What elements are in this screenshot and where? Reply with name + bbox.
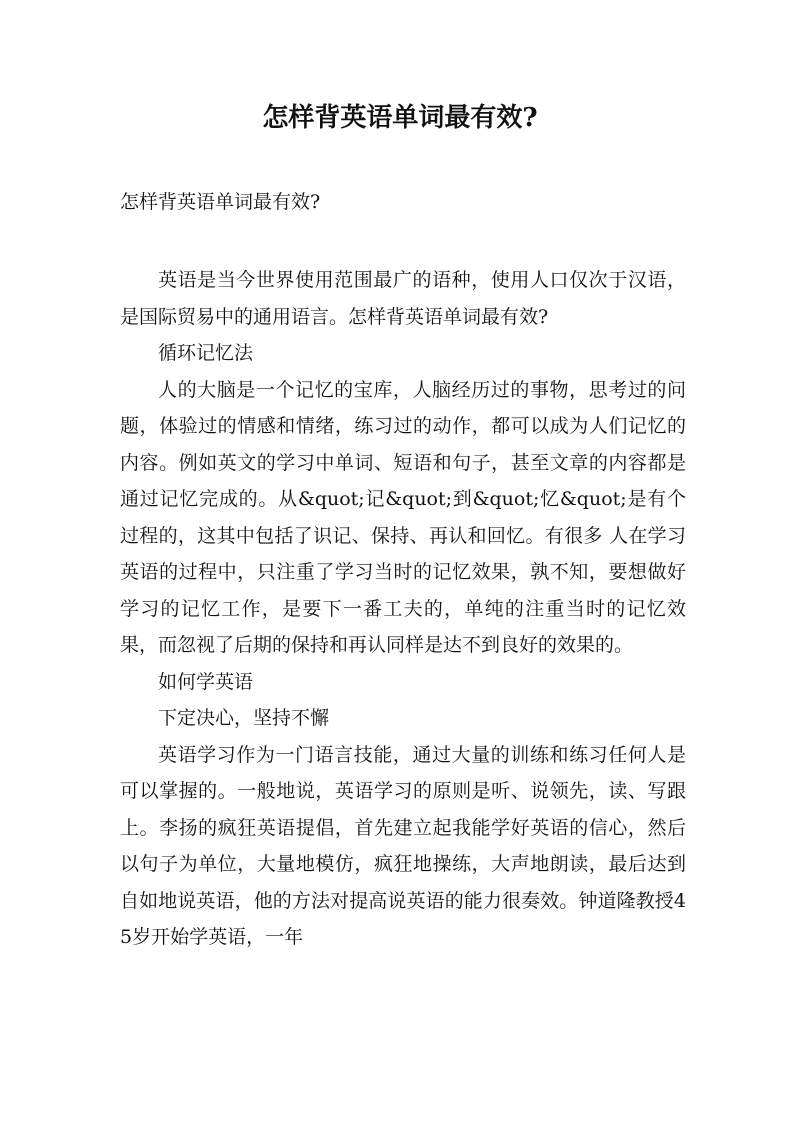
document-subtitle: 怎样背英语单词最有效? [120,191,321,213]
section-heading-determination: 下定决心，坚持不懈 [158,707,330,729]
section-heading-how-to-learn: 如何学英语 [158,670,254,693]
paragraph-language-skill: 英语学习作为一门语言技能，通过大量的训练和练习任何人是可以掌握的。一般地说，英语学习的原则是听、说领先，读、写跟上。李扬的疯狂英语提倡，首先建立起我能学好英语的信心，然后以句子为单位，大量地模仿，疯狂地操练，大声地朗读，最后达到自如地说英语，他的方法对提高说英语的能力很奏效。钟道隆教授45岁开始学英语，一年 [120,743,686,948]
section-heading-cyclic-memory: 循环记忆法 [158,342,254,364]
paragraph-memory: 人的大脑是一个记忆的宝库，人脑经历过的事物，思考过的问题，体验过的情感和情绪，练习过的动作，都可以成为人们记忆的内容。例如英文的学习中单词、短语和句子，甚至文章的内容都是通过记忆完成的。从&quot;记&quot;到&quot;忆&quot;是有个过程的，这其中包括了识记、保持、再认和回忆。有很多 人在学习英语的过程中，只注重了学习当时的记忆效果，孰不知，要想做好学习的记忆工作，是要下一番工夫的，单纯的注重当时的记忆效果，而忽视了后期的保持和再认同样是达不到良好的效果的。 [120,378,686,656]
document-title: 怎样背英语单词最有效? [262,103,538,133]
paragraph-intro: 英语是当今世界使用范围最广的语种，使用人口仅次于汉语，是国际贸易中的通用语言。怎样背英语单词最有效? [120,269,686,328]
document-body [120,262,686,956]
